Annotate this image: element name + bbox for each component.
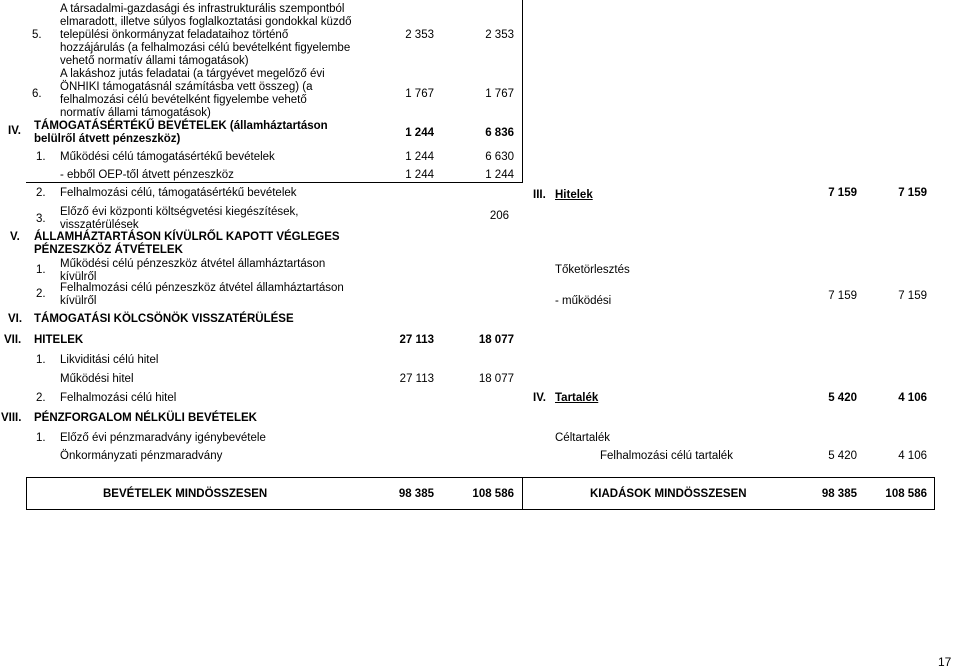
value-plan: 27 113 bbox=[399, 334, 434, 346]
row-number: IV. bbox=[533, 392, 547, 404]
total-revenue-label: BEVÉTELEK MINDÖSSZESEN bbox=[103, 488, 268, 500]
row-text: Felhalmozási célú tartalék bbox=[600, 450, 733, 462]
row-number: III. bbox=[533, 189, 546, 201]
row-number: 5. bbox=[32, 29, 42, 41]
row-text: Likviditási célú hitel bbox=[60, 354, 159, 366]
value-actual: 7 159 bbox=[898, 187, 927, 199]
value-actual: 18 077 bbox=[478, 334, 514, 346]
value-plan: 5 420 bbox=[828, 392, 857, 404]
row-text: Működési hitel bbox=[60, 373, 134, 385]
row-number: 3. bbox=[36, 213, 46, 225]
row-text-line: belülről átvett pénzeszköz) bbox=[34, 133, 181, 145]
value-actual: 1 767 bbox=[485, 88, 514, 100]
row-text: Önkormányzati pénzmaradvány bbox=[60, 450, 223, 462]
row-text: TÁMOGATÁSI KÖLCSÖNÖK VISSZATÉRÜLÉSE bbox=[34, 313, 294, 325]
row-text-line: A lakáshoz jutás feladatai (a tárgyévet megelőző évi bbox=[60, 68, 325, 80]
row-number: 1. bbox=[36, 264, 46, 276]
row-text-line: normatív állami támogatások) bbox=[60, 107, 211, 119]
row-number: 2. bbox=[36, 187, 46, 199]
value-plan: 1 767 bbox=[405, 88, 434, 100]
row-text-line: vehető normatív állami támogatások) bbox=[60, 55, 249, 67]
value-actual: 18 077 bbox=[478, 373, 514, 385]
row-text-line: Előző évi központi költségvetési kiegészítések, bbox=[60, 206, 299, 218]
value-plan: 2 353 bbox=[405, 29, 434, 41]
row-number: 1. bbox=[36, 151, 46, 163]
value-actual: 7 159 bbox=[898, 290, 927, 302]
value-plan: 7 159 bbox=[828, 290, 857, 302]
row-text-line: ÁLLAMHÁZTARTÁSON KÍVÜLRŐL KAPOTT VÉGLEGES bbox=[34, 231, 340, 243]
row-number: VI. bbox=[8, 313, 23, 325]
row-text-line: A társadalmi-gazdasági és infrastrukturális szempontból bbox=[60, 3, 345, 15]
row-number: IV. bbox=[8, 125, 22, 137]
value-plan: 7 159 bbox=[828, 187, 857, 199]
row-number: VIII. bbox=[1, 412, 22, 424]
row-text: Céltartalék bbox=[555, 432, 610, 444]
row-text-line: PÉNZESZKÖZ ÁTVÉTELEK bbox=[34, 244, 183, 256]
total-expense-actual: 108 586 bbox=[885, 488, 927, 500]
row-number: VII. bbox=[4, 334, 22, 346]
value-actual: 1 244 bbox=[485, 169, 514, 181]
row-text: Felhalmozási célú hitel bbox=[60, 392, 177, 404]
value-plan: 1 244 bbox=[405, 127, 434, 139]
row-text-line: TÁMOGATÁSÉRTÉKŰ BEVÉTELEK (államháztartáson bbox=[34, 120, 328, 132]
row-text-line: felhalmozási célú bevételként figyelembe vehető bbox=[60, 94, 307, 106]
row-text: - ebből OEP-től átvett pénzeszköz bbox=[60, 169, 234, 181]
row-number: 2. bbox=[36, 392, 46, 404]
value-plan: 1 244 bbox=[405, 169, 434, 181]
row-text: Tőketörlesztés bbox=[555, 264, 630, 276]
row-text: Felhalmozási célú, támogatásértékű bevételek bbox=[60, 187, 297, 199]
row-text-line: ÖNHIKI támogatásnál számításba vett összeg) (a bbox=[60, 81, 313, 93]
row-text: - működési bbox=[555, 295, 612, 307]
row-text: HITELEK bbox=[34, 334, 84, 346]
total-revenue-actual: 108 586 bbox=[472, 488, 514, 500]
row-text-line: kívülről bbox=[60, 295, 97, 307]
value-plan: 1 244 bbox=[405, 151, 434, 163]
divider bbox=[522, 0, 523, 182]
row-text-line: települési önkormányzat feladataihoz történő bbox=[60, 29, 289, 41]
value-plan: 5 420 bbox=[828, 450, 857, 462]
value-actual: 4 106 bbox=[898, 450, 927, 462]
row-number: 6. bbox=[32, 88, 42, 100]
value-actual: 6 630 bbox=[485, 151, 514, 163]
row-number: 1. bbox=[36, 354, 46, 366]
row-text-line: elmaradott, illetve súlyos foglalkoztatási gondokkal küzdő bbox=[60, 16, 352, 28]
row-text-line: hozzájárulás (a felhalmozási célú bevételként figyelembe bbox=[60, 42, 351, 54]
row-text-line: visszatérülések bbox=[60, 219, 139, 231]
value-actual: 4 106 bbox=[898, 392, 927, 404]
divider bbox=[26, 182, 523, 183]
row-number: 2. bbox=[36, 288, 46, 300]
row-number: 1. bbox=[36, 432, 46, 444]
page-number: 17 bbox=[938, 655, 952, 669]
row-text-line: Működési célú pénzeszköz átvétel államháztartáson bbox=[60, 258, 326, 270]
row-text-line: Felhalmozási célú pénzeszköz átvétel államháztartáson bbox=[60, 282, 344, 294]
divider bbox=[522, 477, 523, 510]
row-text: PÉNZFORGALOM NÉLKÜLI BEVÉTELEK bbox=[34, 412, 257, 424]
row-number: V. bbox=[10, 231, 20, 243]
total-expense-plan: 98 385 bbox=[821, 488, 857, 500]
row-text: Tartalék bbox=[555, 392, 599, 404]
row-text: Hitelek bbox=[555, 189, 593, 201]
value-actual: 206 bbox=[489, 210, 509, 222]
row-text: Előző évi pénzmaradvány igénybevétele bbox=[60, 432, 266, 444]
value-plan: 27 113 bbox=[399, 373, 434, 385]
row-text-line: kívülről bbox=[60, 271, 97, 283]
total-expense-label: KIADÁSOK MINDÖSSZESEN bbox=[590, 488, 747, 500]
value-actual: 6 836 bbox=[485, 127, 514, 139]
value-actual: 2 353 bbox=[485, 29, 514, 41]
total-revenue-plan: 98 385 bbox=[398, 488, 434, 500]
row-text: Működési célú támogatásértékű bevételek bbox=[60, 151, 275, 163]
